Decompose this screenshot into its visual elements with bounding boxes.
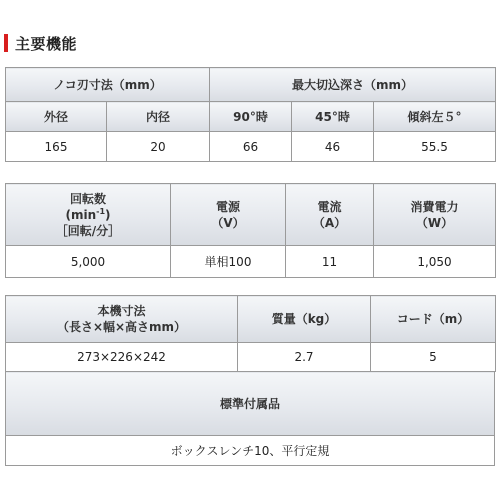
outer-diameter-header: 外径: [6, 102, 107, 132]
depth-tilt-value: 55.5: [374, 132, 496, 162]
weight-value: 2.7: [238, 343, 371, 372]
dimensions-header: 本機寸法 （長さ×幅×高さmm）: [6, 296, 238, 343]
power-source-value: 単相100: [171, 246, 286, 278]
rpm-header: 回転数 $(\min^{-1})$ ［回転/分］: [6, 184, 171, 246]
depth-45-value: 46: [292, 132, 374, 162]
weight-header: 質量（kg）: [238, 296, 371, 343]
depth-90-value: 66: [210, 132, 292, 162]
depth-45-header: 45°時: [292, 102, 374, 132]
cord-header: コード（m）: [371, 296, 496, 343]
current-value: 11: [286, 246, 374, 278]
depth-tilt-header: 傾斜左５°: [374, 102, 496, 132]
power-consumption-header: 消費電力 （W）: [374, 184, 496, 246]
depth-90-header: 90°時: [210, 102, 292, 132]
accessories-value: ボックスレンチ10、平行定規: [6, 436, 495, 466]
blade-size-header: ノコ刃寸法（mm）: [6, 68, 210, 102]
max-depth-header: 最大切込深さ（mm）: [210, 68, 496, 102]
outer-diameter-value: 165: [6, 132, 107, 162]
section-heading: [4, 33, 77, 53]
heading-accent-bar: [4, 34, 8, 52]
electrical-table: [5, 183, 496, 278]
accessories-table: [5, 371, 495, 466]
power-source-header: 電源 （V）: [171, 184, 286, 246]
inner-diameter-header: 内径: [107, 102, 210, 132]
power-consumption-value: 1,050: [374, 246, 496, 278]
accessories-header: 標準付属品: [6, 372, 495, 436]
blade-depth-table: [5, 67, 496, 162]
current-header: 電流 （A）: [286, 184, 374, 246]
cord-value: 5: [371, 343, 496, 372]
dimensions-value: 273×226×242: [6, 343, 238, 372]
inner-diameter-value: 20: [107, 132, 210, 162]
section-title: 主要機能: [15, 34, 78, 53]
dimensions-table: [5, 295, 496, 372]
rpm-value: 5,000: [6, 246, 171, 278]
